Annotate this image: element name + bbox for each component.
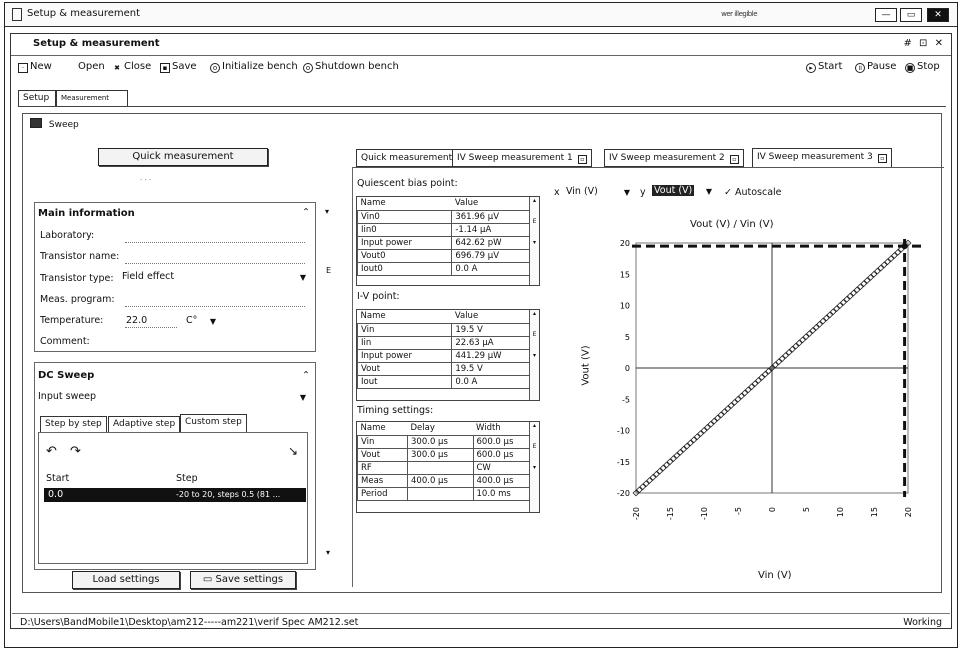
col-value: Value: [452, 197, 539, 210]
row-step-value: -20 to 20, steps 0.5 (81 ...: [176, 490, 281, 499]
chart-title: Vout (V) / Vin (V): [690, 219, 774, 230]
cell: -1.14 μA: [452, 223, 539, 236]
chevron-down-icon: ▼: [299, 393, 306, 402]
col-width: Width: [473, 422, 539, 435]
scrollbar[interactable]: ▴ E ▾: [529, 422, 539, 512]
timing-title: Timing settings:: [357, 405, 434, 416]
cell: Period: [358, 487, 408, 500]
chart-plot[interactable]: [612, 233, 918, 521]
x-axis-label: x: [554, 187, 560, 198]
dock-titlebar[interactable]: [11, 34, 951, 56]
table-row[interactable]: [358, 474, 539, 487]
app-icon: [12, 8, 22, 21]
open-button[interactable]: [78, 61, 105, 72]
pause-button[interactable]: [855, 61, 896, 73]
y-axis-value: Vout (V): [654, 185, 693, 196]
table-row[interactable]: [358, 223, 539, 236]
cell: Vin0: [358, 210, 452, 223]
meas-tab-line: [352, 167, 944, 168]
autoscale-checkbox[interactable]: [724, 187, 782, 198]
scroll-marker-icon: E: [326, 266, 332, 275]
table-row[interactable]: [358, 375, 539, 388]
y-tick-label: -5: [622, 395, 630, 405]
comment-label: Comment:: [40, 336, 90, 347]
input-sweep-select[interactable]: [38, 391, 308, 407]
cell: 600.0 μs: [473, 435, 539, 448]
autoscale-label: Autoscale: [734, 187, 782, 198]
power-icon: o: [210, 63, 220, 73]
cell: 600.0 μs: [473, 448, 539, 461]
iv-point-title: I-V point:: [357, 291, 400, 302]
transistor-type-label: Transistor type:: [40, 273, 114, 284]
temperature-unit-select[interactable]: [186, 315, 218, 331]
col-delay: Delay: [408, 422, 473, 435]
stop-label: Stop: [917, 61, 940, 72]
x-axis-select[interactable]: [566, 186, 632, 202]
y-tick-label: 15: [619, 270, 630, 280]
save-settings-label: Save settings: [215, 574, 284, 585]
window-meta: wer illegible: [721, 10, 757, 18]
close-label: Close: [124, 61, 152, 72]
close-tab-icon[interactable]: ▫: [878, 154, 887, 163]
chevron-down-icon: ▼: [299, 273, 306, 282]
maximize-button[interactable]: ▭: [900, 8, 922, 22]
close-button[interactable]: [112, 61, 151, 74]
shutdown-label: Shutdown bench: [315, 61, 399, 72]
save-label: Save: [172, 61, 197, 72]
cell: Vout: [358, 448, 408, 461]
dock-controls[interactable]: # ⊡ ✕: [903, 38, 945, 49]
x-tick-label: -10: [700, 507, 709, 521]
y-axis-title: Vout (V): [580, 345, 592, 386]
chart-svg: [612, 233, 918, 521]
stop-icon: ■: [906, 64, 914, 72]
scroll-up-icon[interactable]: ▾: [325, 207, 330, 216]
col-value: Value: [452, 310, 539, 323]
shutdown-bench-button[interactable]: [303, 61, 399, 73]
y-tick-label: 0: [624, 364, 630, 373]
transistor-type-select[interactable]: [122, 271, 308, 287]
meas-panel-border: [352, 167, 353, 587]
cell: Vin: [358, 435, 408, 448]
col-start-header: Start: [46, 473, 70, 484]
pause-label: Pause: [867, 61, 897, 72]
laboratory-label: Laboratory:: [40, 230, 95, 241]
chevron-down-icon: ▼: [623, 188, 630, 197]
x-tick-label: 15: [870, 507, 879, 518]
y-tick-label: -15: [616, 457, 630, 467]
temperature-input[interactable]: 22.0: [126, 315, 148, 326]
tab-iv-sweep-3-label: IV Sweep measurement 3: [757, 152, 873, 162]
table-row[interactable]: [358, 249, 539, 262]
y-tick-label: 20: [619, 239, 630, 248]
save-settings-icon: ▭: [202, 574, 216, 585]
cell: 361.96 μV: [452, 210, 539, 223]
tab-setup[interactable]: Setup: [18, 90, 56, 106]
col-step-header: Step: [176, 473, 198, 484]
temperature-unit: C°: [186, 315, 198, 326]
cell: 22.63 μA: [452, 336, 539, 349]
x-axis-value: Vin (V): [566, 186, 598, 197]
table-row[interactable]: [358, 448, 539, 461]
scrollbar[interactable]: ▴ E ▾: [529, 197, 539, 285]
close-tab-icon[interactable]: ▫: [578, 155, 587, 164]
sweep-tab-label: Sweep: [48, 120, 79, 130]
timing-table[interactable]: [356, 421, 540, 513]
tab-iv-sweep-3[interactable]: [752, 148, 892, 167]
load-settings-button[interactable]: Load settings: [72, 571, 180, 589]
table-row[interactable]: [358, 323, 539, 336]
x-tick-label: -15: [666, 507, 675, 521]
redo-icon[interactable]: ↷: [70, 444, 81, 459]
x-tick-label: -5: [734, 507, 743, 515]
tab-adaptive-step[interactable]: Adaptive step: [108, 416, 180, 432]
file-path: D:\Users\BandMobile1\Desktop\am212-----am221\verif Spec AM212.set: [20, 617, 359, 628]
transistor-type-value: Field effect: [122, 271, 175, 282]
cell: 0.0 A: [452, 262, 539, 275]
pause-icon: ॥: [855, 63, 865, 73]
shutdown-icon: o: [303, 63, 313, 73]
row-start-value: 0.0: [48, 489, 64, 500]
cell: 642.62 pW: [452, 236, 539, 249]
table-row[interactable]: [358, 435, 539, 448]
tab-iv-sweep-1-label: IV Sweep measurement 1: [457, 153, 573, 163]
main-info-title: Main information: [38, 208, 135, 219]
y-tick-label: 10: [619, 301, 630, 311]
scrollbar[interactable]: ▴ E ▾: [529, 310, 539, 400]
collapse-icon[interactable]: ⌃: [302, 207, 310, 218]
new-button[interactable]: [18, 61, 52, 73]
chevron-down-icon: ▼: [705, 187, 712, 196]
meas-program-label: Meas. program:: [40, 294, 115, 305]
chevron-down-icon: ▼: [209, 317, 216, 326]
close-tab-icon[interactable]: ▫: [730, 155, 739, 164]
cell: Vin: [358, 323, 452, 336]
save-icon: ▪: [160, 63, 170, 73]
y-tick-label: -20: [616, 489, 630, 498]
cell: 300.0 μs: [408, 448, 473, 461]
y-tick-label: 5: [624, 332, 630, 342]
initialize-label: Initialize bench: [222, 61, 298, 72]
cell: Input power: [358, 349, 452, 362]
dc-sweep-title: DC Sweep: [38, 370, 95, 381]
tab-iv-sweep-2-label: IV Sweep measurement 2: [609, 153, 725, 163]
open-label: Open: [78, 61, 105, 72]
close-window-button[interactable]: ✕: [927, 8, 949, 22]
cursor-point: [902, 243, 908, 249]
quiescent-title: Quiescent bias point:: [357, 178, 458, 189]
table-row[interactable]: [358, 487, 539, 500]
tab-divider: [18, 106, 946, 107]
table-row[interactable]: [358, 362, 539, 375]
cell: [408, 487, 473, 500]
laboratory-field[interactable]: [125, 242, 305, 243]
col-name: Name: [358, 310, 452, 323]
cell: Iout: [358, 375, 452, 388]
status-bar: [12, 613, 950, 629]
tab-quick-measurement[interactable]: Quick measurement: [356, 149, 457, 167]
table-row[interactable]: [358, 210, 539, 223]
cell: CW: [473, 461, 539, 474]
x-tick-label: 10: [836, 507, 845, 518]
table-row[interactable]: [358, 349, 539, 362]
y-tick-label: -10: [616, 426, 630, 436]
y-axis-select[interactable]: [652, 185, 714, 201]
stop-button[interactable]: [905, 61, 940, 73]
dock-title: Setup & measurement: [33, 38, 160, 49]
undo-icon[interactable]: ↶: [46, 444, 57, 459]
cell: Iin0: [358, 223, 452, 236]
window-titlebar[interactable]: [5, 3, 957, 27]
table-row[interactable]: [358, 262, 539, 275]
quiescent-table[interactable]: [356, 196, 540, 286]
x-tick-label: 0: [768, 507, 777, 513]
cell: 19.5 V: [452, 323, 539, 336]
status-text: Working: [903, 617, 942, 628]
cell: Iin: [358, 336, 452, 349]
scroll-down-icon[interactable]: ▾: [326, 548, 331, 557]
cell: RF: [358, 461, 408, 474]
minimize-button[interactable]: —: [875, 8, 897, 22]
temperature-label: Temperature:: [40, 315, 104, 326]
tab-step-by-step[interactable]: Step by step: [40, 416, 107, 432]
save-button[interactable]: [160, 61, 197, 73]
x-axis-title: Vin (V): [758, 570, 792, 581]
cell: 0.0 A: [452, 375, 539, 388]
cell: Vout: [358, 362, 452, 375]
cell: Input power: [358, 236, 452, 249]
transistor-name-field[interactable]: [125, 263, 305, 264]
tab-iv-sweep-1[interactable]: [452, 149, 592, 167]
meas-program-field[interactable]: [125, 306, 305, 307]
x-tick-label: -20: [632, 507, 641, 521]
cell: Vout0: [358, 249, 452, 262]
cell: Meas: [358, 474, 408, 487]
tab-custom-step[interactable]: Custom step: [180, 414, 247, 432]
table-row[interactable]: [358, 236, 539, 249]
start-button[interactable]: [806, 61, 842, 73]
initialize-bench-button[interactable]: [210, 61, 298, 73]
quick-measurement-button[interactable]: Quick measurement: [98, 148, 268, 166]
cell: 300.0 μs: [408, 435, 473, 448]
cell: 19.5 V: [452, 362, 539, 375]
tab-iv-sweep-2[interactable]: [604, 149, 744, 167]
cell: 10.0 ms: [473, 487, 539, 500]
cell: 696.79 μV: [452, 249, 539, 262]
checkmark-icon: ✓: [724, 187, 735, 198]
start-label: Start: [818, 61, 843, 72]
input-sweep-value: Input sweep: [38, 391, 97, 402]
new-label: New: [30, 61, 52, 72]
quick-hint: · · ·: [140, 176, 152, 184]
cell: Iout0: [358, 262, 452, 275]
new-icon: ·: [18, 63, 28, 73]
window-title: Setup & measurement: [27, 8, 141, 19]
table-row[interactable]: [358, 336, 539, 349]
brush-icon[interactable]: ↘: [288, 444, 299, 458]
cell: 441.29 μW: [452, 349, 539, 362]
cell: [408, 461, 473, 474]
x-tick-label: 20: [904, 507, 913, 518]
save-settings-button[interactable]: [190, 571, 296, 589]
tab-sweep[interactable]: [30, 118, 79, 134]
y-axis-label: y: [640, 187, 646, 198]
iv-point-table[interactable]: [356, 309, 540, 401]
tab-measurement[interactable]: Measurement: [56, 90, 128, 106]
close-icon: ✖: [114, 64, 120, 72]
col-name: Name: [358, 422, 408, 435]
col-name: Name: [358, 197, 452, 210]
table-row[interactable]: [358, 461, 539, 474]
cell: 400.0 μs: [473, 474, 539, 487]
collapse-icon[interactable]: ⌃: [302, 370, 310, 381]
toolbar: [12, 58, 950, 78]
x-tick-label: 5: [802, 507, 811, 513]
cell: 400.0 μs: [408, 474, 473, 487]
temperature-underline: [125, 327, 177, 328]
sweep-icon: [30, 118, 42, 128]
transistor-name-label: Transistor name:: [40, 251, 120, 262]
play-icon: ▸: [806, 63, 816, 73]
